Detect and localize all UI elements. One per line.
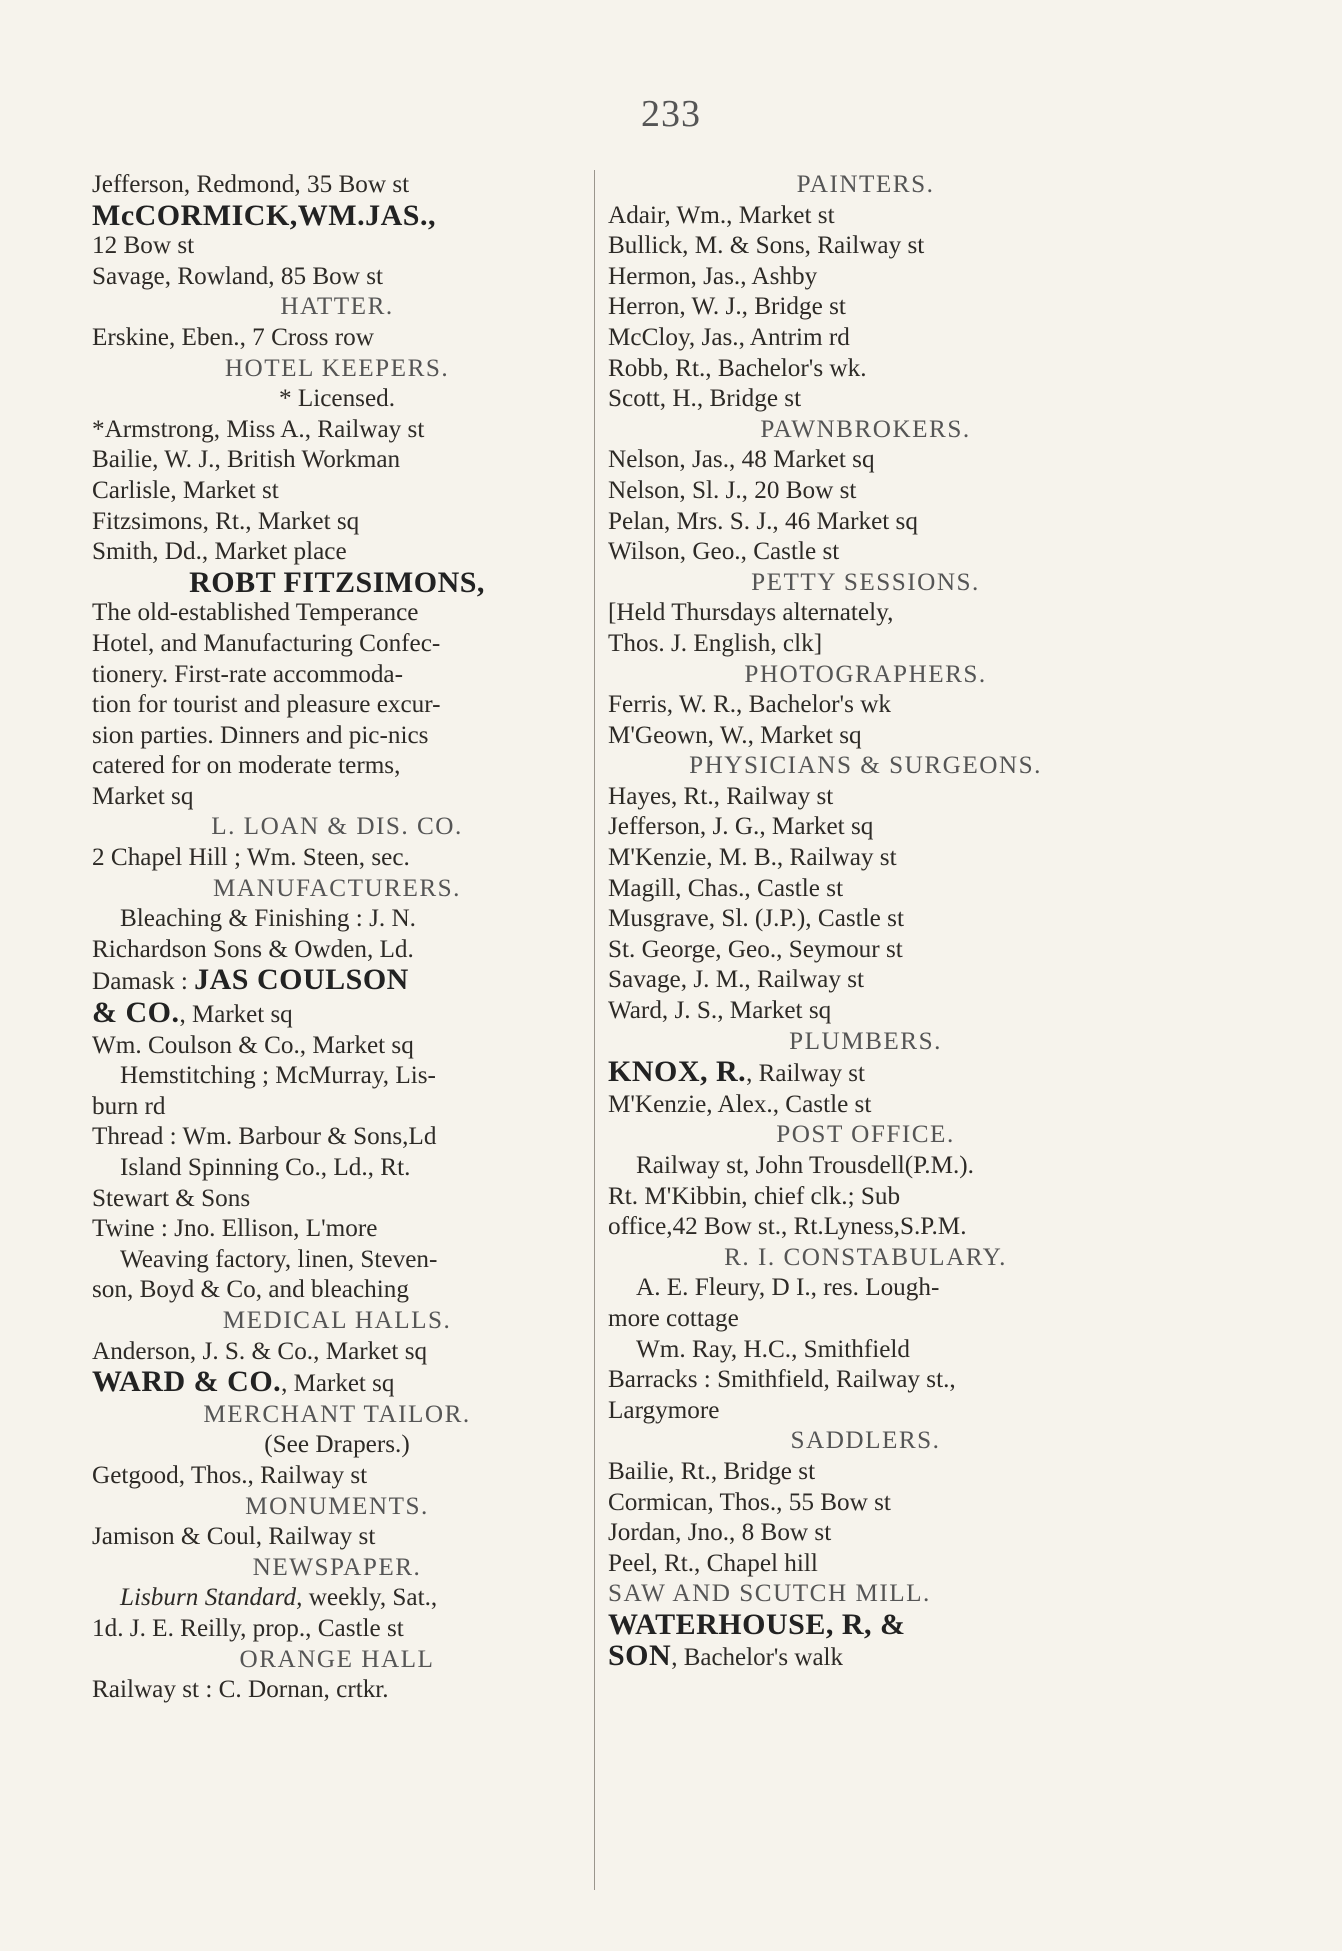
directory-entry: Railway st : C. Dornan, crtkr. — [92, 1676, 389, 1704]
directory-entry — [92, 998, 582, 1031]
entry-text: , Bachelor's walk — [671, 1643, 844, 1671]
directory-entry: Jordan, Jno., 8 Bow st — [608, 1519, 832, 1547]
section-heading: MERCHANT TAILOR. — [203, 1400, 471, 1428]
directory-entry: son, Boyd & Co, and bleaching — [92, 1276, 409, 1304]
directory-entry: Railway st, John Trousdell(P.M.). — [636, 1152, 974, 1179]
directory-entry: Jefferson, J. G., Market sq — [608, 813, 874, 841]
directory-entry — [92, 1583, 582, 1614]
directory-entry: catered for on moderate terms, — [92, 752, 401, 780]
section-heading: MANUFACTURERS. — [213, 874, 461, 902]
directory-entry: Carlisle, Market st — [92, 476, 279, 504]
entry-text: Damask : — [92, 968, 195, 996]
column-divider — [594, 170, 595, 1890]
directory-entry: office,42 Bow st., Rt.Lyness,S.P.M. — [608, 1213, 967, 1241]
directory-entry: Ferris, W. R., Bachelor's wk — [608, 691, 891, 719]
directory-entry — [92, 965, 582, 998]
directory-entry: Wm. Ray, H.C., Smithfield — [636, 1335, 911, 1363]
directory-entry: Anderson, J. S. & Co., Market sq — [92, 1337, 428, 1365]
section-heading: PETTY SESSIONS. — [751, 568, 980, 596]
directory-entry: more cottage — [608, 1304, 739, 1332]
featured-name: SON — [608, 1638, 672, 1672]
directory-entry: Jefferson, Redmond, 35 Bow st — [92, 171, 410, 198]
section-note: * Licensed. — [278, 385, 396, 413]
directory-entry: Bailie, W. J., British Workman — [92, 446, 401, 474]
section-heading: HATTER. — [280, 293, 394, 321]
right-column — [608, 170, 1123, 1673]
section-heading: L. LOAN & DIS. CO. — [211, 813, 463, 841]
entry-text: , Railway st — [746, 1060, 865, 1088]
featured-name: KNOX, R. — [608, 1055, 747, 1089]
directory-entry: Rt. M'Kibbin, chief clk.; Sub — [608, 1182, 901, 1210]
directory-entry: Musgrave, Sl. (J.P.), Castle st — [608, 905, 904, 933]
directory-entry: Pelan, Mrs. S. J., 46 Market sq — [608, 507, 918, 535]
directory-entry: Bleaching & Finishing : J. N. — [120, 905, 416, 933]
directory-entry: Market sq — [92, 782, 194, 810]
directory-entry: 12 Bow st — [92, 232, 195, 260]
directory-entry: Nelson, Jas., 48 Market sq — [608, 446, 875, 474]
page-number: 233 — [641, 93, 701, 135]
section-heading: PLUMBERS. — [789, 1027, 942, 1055]
directory-entry: Largymore — [608, 1396, 720, 1424]
section-heading: SADDLERS. — [790, 1427, 941, 1455]
directory-entry: The old-established Temperance — [92, 599, 419, 627]
directory-entry: Barracks : Smithfield, Railway st., — [608, 1366, 956, 1394]
directory-entry: Peel, Rt., Chapel hill — [608, 1549, 818, 1577]
section-heading: PHYSICIANS & SURGEONS. — [689, 752, 1042, 780]
directory-entry: Getgood, Thos., Railway st — [92, 1461, 368, 1489]
directory-entry: 2 Chapel Hill ; Wm. Steen, sec. — [92, 844, 410, 872]
featured-entry: ROBT FITZSIMONS, — [189, 565, 485, 599]
directory-entry: Island Spinning Co., Ld., Rt. — [120, 1154, 411, 1181]
directory-entry: Wm. Coulson & Co., Market sq — [92, 1031, 414, 1059]
entry-text: , Market sq — [281, 1370, 395, 1398]
section-heading: MONUMENTS. — [245, 1492, 429, 1520]
featured-name: & CO. — [92, 996, 180, 1030]
directory-entry: Weaving factory, linen, Steven- — [120, 1245, 438, 1273]
directory-entry: M'Kenzie, Alex., Castle st — [608, 1090, 872, 1118]
directory-entry: sion parties. Dinners and pic-nics — [92, 721, 429, 749]
directory-entry: St. George, Geo., Seymour st — [608, 935, 903, 963]
featured-entry: WATERHOUSE, R, & — [608, 1607, 906, 1641]
directory-entry: Herron, W. J., Bridge st — [608, 293, 846, 321]
directory-entry: Savage, Rowland, 85 Bow st — [92, 262, 384, 290]
directory-entry: Erskine, Eben., 7 Cross row — [92, 323, 374, 351]
directory-entry: Hermon, Jas., Ashby — [608, 262, 818, 290]
directory-entry: Fitzsimons, Rt., Market sq — [92, 507, 360, 535]
directory-entry: Magill, Chas., Castle st — [608, 874, 844, 902]
section-heading: PHOTOGRAPHERS. — [744, 660, 987, 688]
directory-entry: Thos. J. English, clk] — [608, 629, 823, 657]
directory-entry: Cormican, Thos., 55 Bow st — [608, 1488, 891, 1516]
directory-entry: burn rd — [92, 1092, 166, 1120]
directory-entry: Wilson, Geo., Castle st — [608, 538, 840, 566]
section-note: (See Drapers.) — [264, 1431, 410, 1459]
directory-entry: M'Kenzie, M. B., Railway st — [608, 844, 897, 872]
directory-entry: tion for tourist and pleasure excur- — [92, 691, 441, 719]
directory-entry: Bailie, Rt., Bridge st — [608, 1457, 816, 1485]
section-heading: POST OFFICE. — [776, 1121, 955, 1149]
featured-entry: McCORMICK,WM.JAS., — [92, 198, 436, 232]
directory-entry: Ward, J. S., Market sq — [608, 997, 832, 1025]
directory-entry: Savage, J. M., Railway st — [608, 966, 865, 994]
directory-entry — [608, 1057, 1123, 1090]
directory-entry: A. E. Fleury, D I., res. Lough- — [636, 1274, 940, 1302]
section-heading: PAWNBROKERS. — [760, 415, 971, 443]
directory-entry: Hemstitching ; McMurray, Lis- — [120, 1062, 436, 1090]
directory-entry — [92, 1367, 582, 1400]
directory-entry: 1d. J. E. Reilly, prop., Castle st — [92, 1614, 404, 1642]
directory-entry: Hayes, Rt., Railway st — [608, 782, 834, 810]
directory-entry: Scott, H., Bridge st — [608, 385, 802, 413]
directory-entry: Hotel, and Manufacturing Confec- — [92, 629, 441, 657]
left-column — [92, 170, 582, 1706]
directory-entry: Bullick, M. & Sons, Railway st — [608, 232, 925, 260]
directory-entry: Richardson Sons & Owden, Ld. — [92, 935, 414, 963]
directory-entry: tionery. First-rate accommoda- — [92, 660, 403, 688]
entry-text: weekly, Sat., — [302, 1584, 438, 1612]
section-heading: R. I. CONSTABULARY. — [724, 1243, 1007, 1271]
featured-name: WARD & CO. — [92, 1365, 282, 1399]
section-heading: ORANGE HALL — [239, 1645, 435, 1673]
directory-entry — [608, 1638, 1123, 1674]
directory-entry: Stewart & Sons — [92, 1184, 251, 1212]
directory-entry: Robb, Rt., Bachelor's wk. — [608, 354, 867, 382]
directory-entry: Thread : Wm. Barbour & Sons,Ld — [92, 1123, 437, 1151]
directory-entry: *Armstrong, Miss A., Railway st — [92, 415, 425, 443]
section-heading: MEDICAL HALLS. — [222, 1306, 452, 1334]
directory-entry: M'Geown, W., Market sq — [608, 721, 862, 749]
directory-entry: Twine : Jno. Ellison, L'more — [92, 1215, 378, 1243]
directory-entry: Smith, Dd., Market place — [92, 538, 347, 566]
section-heading: NEWSPAPER. — [252, 1553, 422, 1581]
entry-text: , Market sq — [179, 1001, 293, 1029]
publication-title: Lisburn Standard, — [120, 1584, 303, 1612]
directory-entry: Adair, Wm., Market st — [608, 201, 835, 229]
directory-entry: McCloy, Jas., Antrim rd — [608, 323, 850, 351]
section-heading: HOTEL KEEPERS. — [224, 354, 450, 382]
directory-entry: Nelson, Sl. J., 20 Bow st — [608, 476, 857, 504]
directory-entry: [Held Thursdays alternately, — [608, 599, 894, 627]
directory-entry: Jamison & Coul, Railway st — [92, 1523, 376, 1551]
section-heading: PAINTERS. — [796, 171, 935, 198]
featured-name: JAS COULSON — [194, 963, 409, 997]
section-heading: SAW AND SCUTCH MILL. — [608, 1580, 931, 1608]
